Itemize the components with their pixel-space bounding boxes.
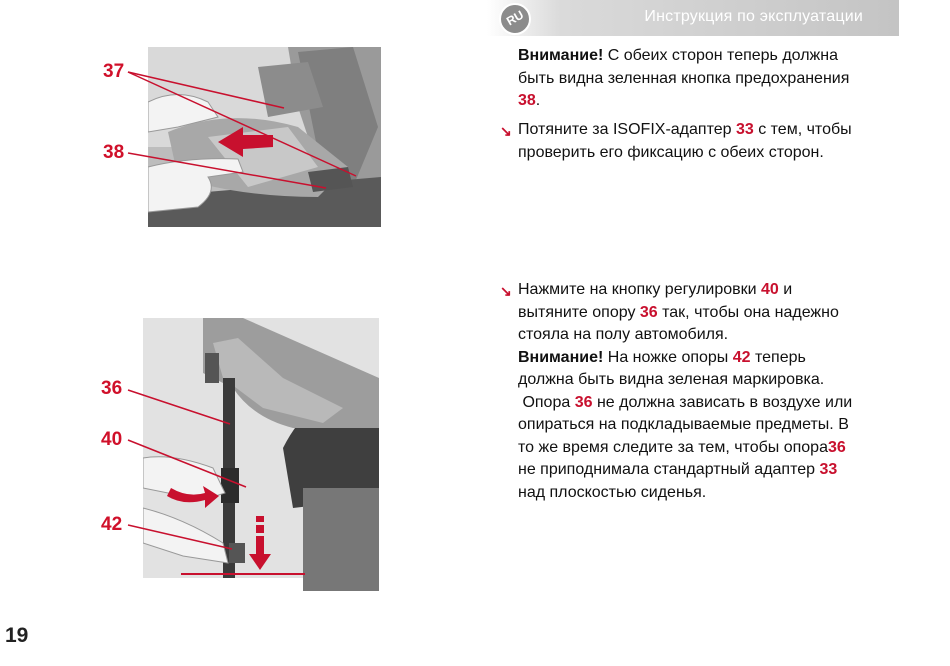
step-text: и [778, 281, 793, 298]
step-text: так, чтобы она надежно [657, 303, 839, 321]
callout-42: 42 [101, 514, 123, 535]
page-number: 19 [5, 624, 29, 647]
warning-label: Внимание! [518, 348, 604, 366]
step-text: вытяните опору [518, 303, 640, 321]
warning-text: над плоскостью сиденья. [518, 483, 707, 501]
step-text: Нажмите на кнопку регулировки [518, 281, 762, 298]
section1-step [518, 119, 852, 164]
warning-label: Внимание! [518, 47, 604, 64]
language-badge [499, 3, 531, 35]
ref-number: 36 [639, 303, 658, 321]
callout-36: 36 [101, 378, 123, 399]
language-code: RU [503, 7, 527, 29]
ref-number: 36 [574, 393, 593, 411]
photo2-callout-lines [0, 300, 400, 600]
header-title: Инструкция по эксплуатации [644, 8, 863, 25]
warning-text: опираться на подкладываемые предметы. В [518, 416, 849, 433]
warning-text: Опора [518, 393, 575, 411]
step-text: Потяните за ISOFIX-адаптер [518, 121, 736, 138]
warning-text: не приподнимала стандартный адаптер [518, 461, 820, 478]
warning-text: должна быть видна зеленая маркировка. [518, 371, 825, 388]
step-text: стояла на полу автомобиля. [518, 326, 729, 343]
ref-number: 42 [732, 348, 751, 366]
ref-number: 33 [819, 461, 838, 478]
step-text: проверить его фиксацию с обеих сторон. [518, 143, 824, 161]
ref-number: 36 [827, 438, 846, 456]
section1-warning [518, 45, 849, 113]
callout-40: 40 [101, 429, 123, 450]
warning-text: На ножке опоры [603, 348, 733, 366]
step-text: с тем, чтобы [753, 121, 852, 138]
callout-38: 38 [103, 142, 125, 163]
callout-37: 37 [103, 61, 125, 82]
warning-text: быть видна зеленная кнопка предохранения [518, 69, 850, 87]
section2-text [518, 279, 852, 504]
warning-text: С обеих сторон теперь должна [603, 47, 838, 64]
header-band [487, 0, 899, 36]
warning-text: не должна зависать в воздухе или [592, 393, 853, 411]
ref-number: 40 [761, 281, 779, 298]
pointing-arrow-icon: ↘ [500, 123, 512, 139]
punctuation: . [535, 92, 541, 109]
ref-number: 38 [518, 92, 536, 109]
warning-text: теперь [750, 348, 806, 366]
photo1-callout-lines [0, 0, 400, 250]
warning-text: то же время следите за тем, чтобы опора [518, 438, 828, 456]
pointing-arrow-icon: ↘ [500, 283, 512, 299]
ref-number: 33 [735, 121, 754, 138]
